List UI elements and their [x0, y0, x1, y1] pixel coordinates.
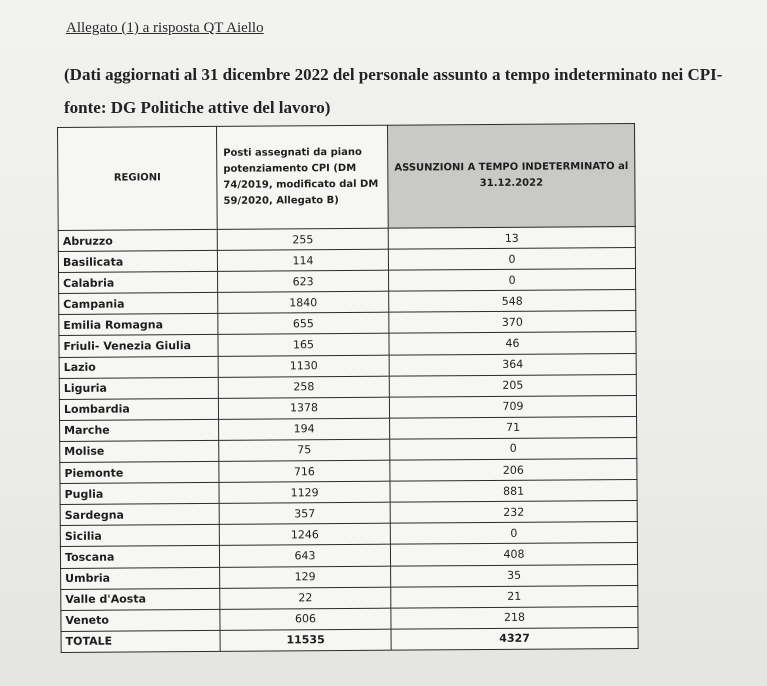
posti-cell: 623	[218, 270, 389, 292]
assunzioni-cell: 71	[390, 416, 637, 439]
total-assunzioni: 4327	[391, 627, 638, 650]
document-subheading: (Dati aggiornati al 31 dicembre 2022 del personale assunto a tempo indeterminato nei CPI- fonte: DG Politiche attive del lavoro)	[64, 65, 723, 117]
posti-cell: 194	[219, 418, 390, 440]
posti-cell: 716	[219, 460, 390, 482]
region-cell: Umbria	[61, 567, 220, 589]
assunzioni-cell: 881	[390, 480, 637, 503]
posti-cell: 165	[218, 334, 389, 356]
posti-cell: 643	[219, 545, 390, 567]
assunzioni-cell: 370	[389, 311, 636, 334]
document-heading: Allegato (1) a risposta QT Aiello	[66, 20, 264, 36]
region-cell: Lazio	[59, 356, 218, 378]
region-cell: Piemonte	[60, 461, 219, 483]
region-cell: Marche	[60, 419, 219, 441]
region-cell: Toscana	[60, 546, 219, 568]
region-cell: Sicilia	[60, 525, 219, 547]
region-cell: Abruzzo	[58, 229, 217, 251]
posti-cell: 1378	[218, 397, 389, 419]
assunzioni-cell: 232	[390, 501, 637, 524]
posti-cell: 655	[218, 313, 389, 335]
table-header-row	[58, 123, 636, 230]
region-cell: Emilia Romagna	[59, 314, 218, 336]
region-cell: Sardegna	[60, 504, 219, 526]
assunzioni-cell: 218	[391, 606, 638, 629]
assunzioni-cell: 0	[390, 522, 637, 545]
region-cell: Puglia	[60, 483, 219, 505]
region-cell: Liguria	[59, 377, 218, 399]
region-cell: Molise	[60, 440, 219, 462]
table-body	[58, 226, 638, 652]
total-posti: 11535	[220, 629, 391, 651]
region-cell: Valle d'Aosta	[61, 588, 220, 610]
assunzioni-cell: 0	[390, 437, 637, 460]
assunzioni-cell: 21	[391, 585, 638, 608]
posti-cell: 1246	[219, 523, 390, 545]
assunzioni-cell: 13	[388, 226, 635, 249]
assunzioni-cell: 548	[389, 290, 636, 313]
assunzioni-cell: 206	[390, 458, 637, 481]
header-assunzioni: ASSUNZIONI A TEMPO INDETERMINATO al 31.12.2022	[387, 123, 635, 228]
posti-cell: 1130	[218, 355, 389, 377]
regions-table	[57, 123, 639, 653]
assunzioni-cell: 205	[389, 374, 636, 397]
region-cell: Campania	[59, 293, 218, 315]
header-regioni: REGIONI	[58, 126, 218, 230]
total-label: TOTALE	[61, 630, 220, 652]
assunzioni-cell: 46	[389, 332, 636, 355]
posti-cell: 22	[220, 587, 391, 609]
assunzioni-cell: 0	[388, 248, 635, 271]
region-cell: Calabria	[59, 272, 218, 294]
posti-cell: 258	[218, 376, 389, 398]
assunzioni-cell: 0	[389, 269, 636, 292]
total-row	[61, 627, 638, 652]
posti-cell: 1129	[219, 481, 390, 503]
posti-cell: 1840	[218, 291, 389, 313]
assunzioni-cell: 364	[389, 353, 636, 376]
region-cell: Veneto	[61, 609, 220, 631]
posti-cell: 357	[219, 502, 390, 524]
region-cell: Lombardia	[59, 398, 218, 420]
posti-cell: 255	[217, 228, 388, 250]
assunzioni-cell: 709	[389, 395, 636, 418]
region-cell: Basilicata	[58, 250, 217, 272]
assunzioni-cell: 408	[390, 543, 637, 566]
posti-cell: 75	[219, 439, 390, 461]
region-cell: Friuli- Venezia Giulia	[59, 335, 218, 357]
header-posti-assegnati: Posti assegnati da piano potenziamento CPI (DM 74/2019, modificato dal DM 59/2020, Allegato B)	[216, 125, 388, 229]
posti-cell: 129	[220, 566, 391, 588]
posti-cell: 114	[217, 249, 388, 271]
posti-cell: 606	[220, 608, 391, 630]
assunzioni-cell: 35	[391, 564, 638, 587]
